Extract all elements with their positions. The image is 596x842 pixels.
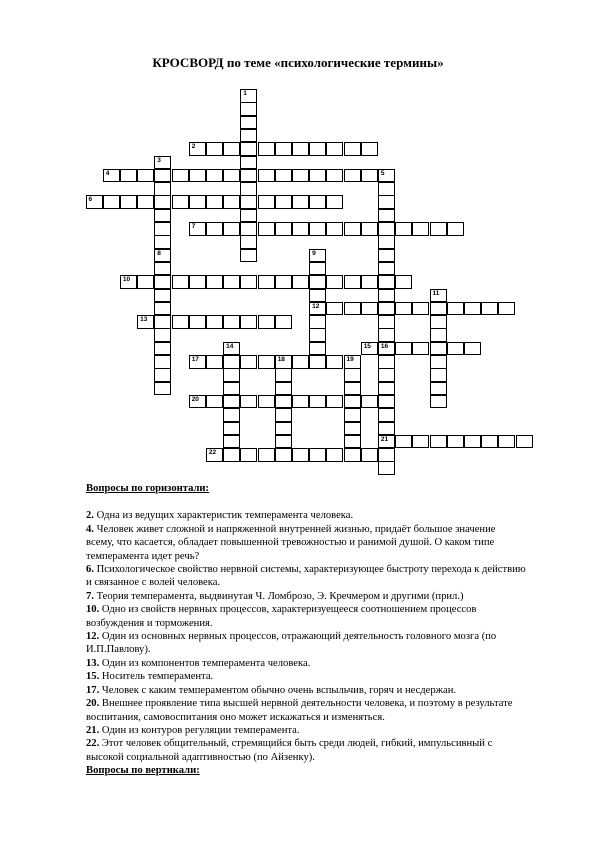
crossword-cell[interactable]: [275, 422, 292, 436]
crossword-cell[interactable]: [206, 142, 223, 156]
crossword-cell[interactable]: [378, 355, 395, 369]
crossword-cell[interactable]: [154, 328, 171, 342]
crossword-cell[interactable]: [447, 222, 464, 236]
crossword-cell[interactable]: [361, 302, 378, 316]
crossword-cell[interactable]: [223, 342, 240, 356]
crossword-cell[interactable]: [344, 382, 361, 396]
crossword-cell[interactable]: [464, 342, 481, 356]
crossword-cell[interactable]: [258, 169, 275, 183]
crossword-cell[interactable]: [189, 195, 206, 209]
crossword-cell[interactable]: [189, 355, 206, 369]
crossword-cell[interactable]: [292, 142, 309, 156]
clue-number: 5: [380, 169, 385, 177]
question-number: 7.: [86, 590, 94, 602]
crossword-cell[interactable]: [292, 275, 309, 289]
crossword-cell[interactable]: [430, 222, 447, 236]
crossword-cell[interactable]: [206, 395, 223, 409]
crossword-cell[interactable]: [378, 382, 395, 396]
question-number: 10.: [86, 604, 100, 616]
crossword-cell[interactable]: [275, 382, 292, 396]
question-item: [86, 563, 526, 590]
crossword-cell[interactable]: [378, 315, 395, 329]
crossword-cell[interactable]: [240, 395, 257, 409]
crossword-cell[interactable]: [309, 249, 326, 263]
crossword-cell[interactable]: [154, 315, 171, 329]
crossword-cell[interactable]: [240, 129, 257, 143]
crossword-cell[interactable]: [258, 315, 275, 329]
crossword-cell[interactable]: [344, 355, 361, 369]
crossword-cell[interactable]: [378, 235, 395, 249]
crossword-cell[interactable]: [378, 222, 395, 236]
crossword-cell[interactable]: [240, 209, 257, 223]
crossword-cell[interactable]: [412, 302, 429, 316]
crossword-cell[interactable]: [378, 182, 395, 196]
crossword-cell[interactable]: [223, 368, 240, 382]
crossword-cell[interactable]: [275, 395, 292, 409]
crossword-cell[interactable]: [292, 355, 309, 369]
clue-number: 16: [380, 342, 389, 350]
crossword-cell[interactable]: [240, 315, 257, 329]
question-item: [86, 590, 526, 603]
question-text: Человек с каким темпераментом обычно очень вспыльчив, горяч и несдержан.: [99, 684, 457, 696]
crossword-cell[interactable]: [154, 156, 171, 170]
question-item: [86, 657, 526, 670]
crossword-cell[interactable]: [309, 275, 326, 289]
crossword-cell[interactable]: [223, 275, 240, 289]
crossword-cell[interactable]: [154, 222, 171, 236]
question-text: Внешнее проявление типа высшей нервной деятельности человека, и поэтому в результате воспитания, самовоспитания оно может искажаться и изменяться.: [86, 698, 513, 723]
crossword-cell[interactable]: [240, 355, 257, 369]
crossword-cell[interactable]: [172, 169, 189, 183]
crossword-cell[interactable]: [172, 275, 189, 289]
question-item: [86, 684, 526, 697]
crossword-cell[interactable]: [481, 435, 498, 449]
crossword-cell[interactable]: [309, 262, 326, 276]
crossword-cell[interactable]: [378, 368, 395, 382]
clue-number: 7: [191, 223, 196, 230]
clue-number: 15: [363, 342, 371, 350]
crossword-cell[interactable]: [344, 368, 361, 382]
question-list: [86, 509, 526, 764]
crossword-cell[interactable]: [292, 195, 309, 209]
crossword-cell[interactable]: [326, 195, 343, 209]
crossword-cell[interactable]: [258, 355, 275, 369]
crossword-cell[interactable]: [223, 355, 240, 369]
crossword-cell[interactable]: [275, 315, 292, 329]
question-text: Человек живет сложной и напряженной внутренней жизнью, придаёт большое значение всему, что касается, обладает повышенной тревожностью и ранимой душой. О каком типе темперамента идет речь?: [86, 523, 496, 562]
question-number: 21.: [86, 724, 100, 736]
crossword-cell[interactable]: [154, 249, 171, 263]
crossword-cell[interactable]: [378, 328, 395, 342]
crossword-cell[interactable]: [240, 182, 257, 196]
clue-number: 13: [140, 316, 148, 324]
clue-number: 4: [105, 169, 110, 177]
crossword-cell[interactable]: [378, 408, 395, 422]
crossword-cell[interactable]: [258, 395, 275, 409]
crossword-cell[interactable]: [103, 195, 120, 209]
crossword-cell[interactable]: [361, 448, 378, 462]
crossword-cell[interactable]: [240, 235, 257, 249]
crossword-cell[interactable]: [240, 116, 257, 130]
crossword-cell[interactable]: [240, 89, 257, 103]
crossword-cell[interactable]: [309, 195, 326, 209]
crossword-cell[interactable]: [275, 222, 292, 236]
question-number: 17.: [86, 684, 100, 696]
crossword-cell[interactable]: [395, 342, 412, 356]
crossword-cell[interactable]: [240, 102, 257, 116]
crossword-cell[interactable]: [223, 422, 240, 436]
crossword-cell[interactable]: [206, 275, 223, 289]
crossword-cell[interactable]: [223, 435, 240, 449]
crossword-cell[interactable]: [378, 262, 395, 276]
crossword-cell[interactable]: [103, 169, 120, 183]
clue-number: 22: [208, 449, 217, 457]
question-text: Этот человек общительный, стремящийся быть среди людей, гибкий, импульсивный с высокой социальной адаптивностью (по Айзенку).: [86, 738, 493, 763]
crossword-cell[interactable]: [223, 382, 240, 396]
crossword-cell[interactable]: [240, 448, 257, 462]
crossword-cell[interactable]: [240, 169, 257, 183]
crossword-cell[interactable]: [464, 435, 481, 449]
crossword-cell[interactable]: [154, 195, 171, 209]
crossword-cell[interactable]: [344, 275, 361, 289]
crossword-cell[interactable]: [464, 302, 481, 316]
crossword-cell[interactable]: [275, 435, 292, 449]
vertical-heading: Вопросы по вертикали:: [86, 765, 200, 777]
crossword-cell[interactable]: [326, 448, 343, 462]
question-number: 2.: [86, 510, 94, 522]
crossword-cell[interactable]: [258, 222, 275, 236]
crossword-cell[interactable]: [344, 448, 361, 462]
crossword-cell[interactable]: [344, 222, 361, 236]
crossword-cell[interactable]: [240, 142, 257, 156]
crossword-cell[interactable]: [154, 355, 171, 369]
crossword-cell[interactable]: [223, 315, 240, 329]
question-item: [86, 630, 526, 657]
crossword-cell[interactable]: [206, 448, 223, 462]
crossword-cell[interactable]: [206, 195, 223, 209]
question-number: 13.: [86, 657, 100, 669]
crossword-cell[interactable]: [275, 408, 292, 422]
crossword-cell[interactable]: [154, 302, 171, 316]
crossword-cell[interactable]: [361, 222, 378, 236]
crossword-cell[interactable]: [154, 368, 171, 382]
crossword-cell[interactable]: [240, 156, 257, 170]
clue-number: 14: [226, 342, 234, 350]
crossword-cell[interactable]: [154, 262, 171, 276]
crossword-cell[interactable]: [309, 302, 326, 316]
crossword-cell[interactable]: [223, 169, 240, 183]
crossword-cell[interactable]: [378, 435, 395, 449]
crossword-cell[interactable]: [344, 435, 361, 449]
crossword-cell[interactable]: [430, 328, 447, 342]
crossword-cell[interactable]: [309, 169, 326, 183]
crossword-cell[interactable]: [154, 209, 171, 223]
crossword-cell[interactable]: [395, 302, 412, 316]
clue-number: 3: [157, 156, 161, 164]
crossword-cell[interactable]: [223, 408, 240, 422]
crossword-cell[interactable]: [378, 195, 395, 209]
crossword-cell[interactable]: [344, 169, 361, 183]
crossword-cell[interactable]: [154, 342, 171, 356]
crossword-cell[interactable]: [309, 289, 326, 303]
crossword-cell[interactable]: [292, 395, 309, 409]
crossword-cell[interactable]: [223, 195, 240, 209]
crossword-cell[interactable]: [309, 342, 326, 356]
crossword-cell[interactable]: [378, 461, 395, 475]
crossword-cell[interactable]: [326, 169, 343, 183]
crossword-cell[interactable]: [275, 448, 292, 462]
question-item: [86, 603, 526, 630]
crossword-cell[interactable]: [378, 249, 395, 263]
crossword-cell[interactable]: [206, 169, 223, 183]
question-item: [86, 737, 526, 764]
question-text: Психологическое свойство нервной системы, характеризующее быстроту перехода к действию и связанное с волей человека.: [86, 564, 526, 589]
crossword-cell[interactable]: [430, 302, 447, 316]
questions-section: [86, 482, 526, 778]
crossword-cell[interactable]: [361, 275, 378, 289]
crossword-cell[interactable]: [378, 342, 395, 356]
crossword-cell[interactable]: [430, 382, 447, 396]
crossword-cell[interactable]: [378, 289, 395, 303]
crossword-cell[interactable]: [206, 355, 223, 369]
crossword-cell[interactable]: [430, 395, 447, 409]
crossword-cell[interactable]: [275, 195, 292, 209]
crossword-cell[interactable]: [172, 195, 189, 209]
crossword-cell[interactable]: [240, 249, 257, 263]
question-number: 6.: [86, 564, 94, 576]
clue-number: 19: [346, 356, 354, 363]
clue-number: 10: [122, 276, 131, 284]
crossword-cell[interactable]: [412, 342, 429, 356]
question-item: [86, 697, 526, 724]
crossword-cell[interactable]: [447, 342, 464, 356]
crossword-cell[interactable]: [137, 195, 154, 209]
crossword-cell[interactable]: [206, 222, 223, 236]
crossword-cell[interactable]: [154, 235, 171, 249]
crossword-cell[interactable]: [344, 142, 361, 156]
crossword-cell[interactable]: [189, 222, 206, 236]
clue-number: 9: [312, 249, 316, 257]
crossword-cell[interactable]: [120, 275, 137, 289]
crossword-cell[interactable]: [361, 395, 378, 409]
crossword-cell[interactable]: [240, 222, 257, 236]
crossword-cell[interactable]: [258, 195, 275, 209]
crossword-cell[interactable]: [326, 355, 343, 369]
crossword-cell[interactable]: [223, 142, 240, 156]
crossword-cell[interactable]: [137, 169, 154, 183]
crossword-cell[interactable]: [154, 275, 171, 289]
crossword-cell[interactable]: [326, 275, 343, 289]
crossword-cell[interactable]: [361, 169, 378, 183]
crossword-cell[interactable]: [430, 368, 447, 382]
crossword-cell[interactable]: [223, 395, 240, 409]
crossword-cell[interactable]: [395, 435, 412, 449]
crossword-cell[interactable]: [154, 382, 171, 396]
question-item: [86, 509, 526, 522]
question-text: Теория темперамента, выдвинутая Ч. Ломброзо, Э. Кречмером и другими (прил.): [93, 590, 464, 602]
crossword-cell[interactable]: [240, 275, 257, 289]
question-number: 15.: [86, 671, 100, 683]
crossword-cell[interactable]: [481, 302, 498, 316]
crossword-cell[interactable]: [258, 448, 275, 462]
crossword-cell[interactable]: [309, 142, 326, 156]
crossword-cell[interactable]: [344, 395, 361, 409]
crossword-cell[interactable]: [240, 195, 257, 209]
crossword-cell[interactable]: [344, 302, 361, 316]
crossword-cell[interactable]: [378, 448, 395, 462]
crossword-cell[interactable]: [378, 169, 395, 183]
crossword-cell[interactable]: [309, 395, 326, 409]
crossword-cell[interactable]: [430, 289, 447, 303]
crossword-cell[interactable]: [137, 315, 154, 329]
question-number: 4.: [86, 523, 94, 535]
crossword-cell[interactable]: [86, 195, 103, 209]
crossword-cell[interactable]: [275, 368, 292, 382]
clue-number: 11: [432, 289, 440, 297]
crossword-cell[interactable]: [137, 275, 154, 289]
crossword-cell[interactable]: [344, 422, 361, 436]
crossword-cell[interactable]: [275, 355, 292, 369]
crossword-cell[interactable]: [154, 289, 171, 303]
question-text: Одна из ведущих характеристик темперамента человека.: [93, 510, 354, 522]
crossword-cell[interactable]: [223, 222, 240, 236]
crossword-cell[interactable]: [378, 275, 395, 289]
crossword-cell[interactable]: [275, 275, 292, 289]
question-number: 20.: [86, 698, 100, 710]
crossword-cell[interactable]: [206, 315, 223, 329]
crossword-cell[interactable]: [516, 435, 533, 449]
question-text: Один из основных нервных процессов, отражающий деятельность головного мозга (по И.П.Павлову).: [86, 631, 497, 656]
crossword-cell[interactable]: [326, 302, 343, 316]
crossword-cell[interactable]: [309, 315, 326, 329]
crossword-cell[interactable]: [326, 142, 343, 156]
crossword-cell[interactable]: [309, 222, 326, 236]
clue-number: 21: [380, 435, 389, 443]
question-number: 12.: [86, 631, 100, 643]
clue-number: 1: [243, 90, 247, 97]
crossword-cell[interactable]: [309, 448, 326, 462]
question-text: Один из компонентов темперамента человека.: [99, 657, 311, 669]
crossword-cell[interactable]: [309, 355, 326, 369]
crossword-cell[interactable]: [361, 342, 378, 356]
question-text: Один из контуров регуляции темперамента.: [99, 724, 300, 736]
crossword-cell[interactable]: [395, 275, 412, 289]
crossword-cell[interactable]: [378, 395, 395, 409]
page-title: КРОСВОРД по теме «психологические термины»: [152, 55, 444, 70]
question-text: Носитель темперамента.: [99, 671, 214, 683]
crossword-cell[interactable]: [395, 222, 412, 236]
crossword-cell[interactable]: [223, 448, 240, 462]
crossword-cell[interactable]: [275, 142, 292, 156]
crossword-cell[interactable]: [378, 302, 395, 316]
clue-number: 18: [277, 356, 285, 363]
question-number: 22.: [86, 738, 100, 750]
clue-number: 17: [191, 356, 199, 363]
crossword-cell[interactable]: [292, 222, 309, 236]
crossword-cell[interactable]: [361, 142, 378, 156]
crossword-cell[interactable]: [498, 435, 515, 449]
crossword-cell[interactable]: [292, 448, 309, 462]
crossword-cell[interactable]: [120, 169, 137, 183]
crossword-cell[interactable]: [447, 302, 464, 316]
crossword-cell[interactable]: [120, 195, 137, 209]
crossword-cell[interactable]: [326, 222, 343, 236]
crossword-cell[interactable]: [189, 395, 206, 409]
crossword-cell[interactable]: [172, 315, 189, 329]
crossword-cell[interactable]: [154, 182, 171, 196]
question-item: [86, 523, 526, 563]
horizontal-heading: Вопросы по горизонтали:: [86, 483, 210, 494]
crossword-cell[interactable]: [258, 142, 275, 156]
crossword-cell[interactable]: [326, 395, 343, 409]
crossword-cell[interactable]: [189, 275, 206, 289]
crossword-cell[interactable]: [275, 169, 292, 183]
question-item: [86, 670, 526, 683]
crossword-cell[interactable]: [189, 142, 206, 156]
crossword-cell[interactable]: [430, 342, 447, 356]
crossword-cell[interactable]: [258, 275, 275, 289]
clue-number: 12: [312, 302, 320, 310]
crossword-cell[interactable]: [412, 435, 429, 449]
crossword-cell[interactable]: [378, 209, 395, 223]
crossword-cell[interactable]: [189, 169, 206, 183]
crossword-cell[interactable]: [378, 422, 395, 436]
clue-number: 6: [88, 196, 93, 204]
crossword-cell[interactable]: [189, 315, 206, 329]
clue-number: 2: [191, 143, 196, 151]
crossword-cell[interactable]: [154, 169, 171, 183]
crossword-cell[interactable]: [292, 169, 309, 183]
crossword-cell[interactable]: [430, 315, 447, 329]
crossword-cell[interactable]: [309, 328, 326, 342]
question-item: [86, 724, 526, 737]
crossword-cell[interactable]: [430, 355, 447, 369]
crossword-cell[interactable]: [344, 408, 361, 422]
crossword-cell[interactable]: [498, 302, 515, 316]
crossword-cell[interactable]: [430, 435, 447, 449]
crossword-cell[interactable]: [447, 435, 464, 449]
clue-number: 20: [191, 395, 199, 403]
crossword-cell[interactable]: [412, 222, 429, 236]
question-text: Одно из свойств нервных процессов, характеризуещееся соотношением процессов возбуждения и торможения.: [86, 604, 477, 629]
clue-number: 8: [157, 249, 161, 257]
